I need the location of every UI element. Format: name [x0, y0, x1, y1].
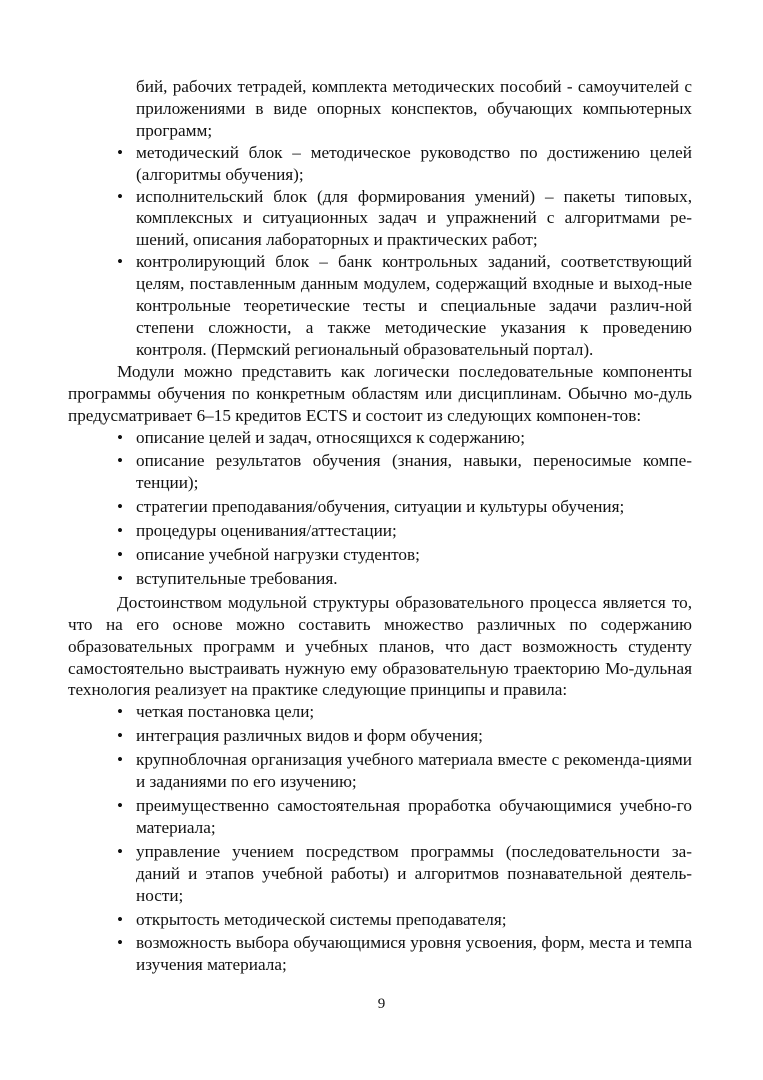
list-item-text: исполнительский блок (для формирования умений) – пакеты типовых, комплексных и ситуационных задач и упражнений с алгоритмами ре-шений, описания лабораторных и практических работ;: [136, 186, 692, 250]
bullet-icon: •: [117, 142, 124, 162]
list-item: [68, 186, 692, 252]
list-item: [68, 520, 692, 542]
bullet-icon: •: [117, 521, 124, 541]
bullet-icon: •: [117, 568, 124, 588]
bullet-icon: •: [117, 841, 124, 861]
list-item: [68, 544, 692, 566]
list-item: [68, 496, 692, 518]
list-item: [68, 909, 692, 931]
list-item-text: стратегии преподавания/обучения, ситуации и культуры обучения;: [136, 497, 625, 517]
continued-paragraph: бий, рабочих тетрадей, комплекта методических пособий - самоучителей с приложениями в виде опорных конспектов, обучающих компьютерных программ;: [136, 77, 692, 140]
bullet-icon: •: [117, 252, 124, 272]
bullet-icon: •: [117, 497, 124, 517]
bullet-icon: •: [117, 726, 124, 746]
list-item: [68, 142, 692, 186]
list-item-text: преимущественно самостоятельная проработка обучающимися учебно-го материала;: [136, 796, 692, 837]
bullet-icon: •: [117, 427, 124, 447]
list-item-text: процедуры оценивания/аттестации;: [136, 521, 397, 541]
list-item: [68, 427, 692, 449]
bullet-icon: •: [117, 933, 124, 953]
list-item-text: контролирующий блок – банк контрольных заданий, соответствующий целям, поставленным данным модулем, содержащий входные и выход-ные контрольные теоретические тесты и специальные задачи различ-ной степени сложности, а также методические указания к проведению контроля. (Пермский региональный образовательный портал).: [136, 252, 692, 359]
bullet-icon: •: [117, 545, 124, 565]
list-item-text: методический блок – методическое руководство по достижению целей (алгоритмы обучения);: [136, 142, 692, 184]
page-number: 9: [377, 996, 386, 1012]
list-item: [68, 450, 692, 494]
list-item: [68, 251, 692, 361]
list-item: [68, 932, 692, 976]
bullet-icon: •: [117, 186, 124, 206]
list-item: [68, 725, 692, 747]
list-item-text: возможность выбора обучающимися уровня усвоения, форм, места и темпа изучения материала;: [136, 933, 692, 975]
bullet-icon: •: [117, 796, 124, 815]
list-item-text: крупноблочная организация учебного материала вместе с рекоменда-циями и заданиями по его изучению;: [136, 750, 692, 792]
bullet-icon: •: [117, 451, 124, 471]
list-item-text: описание результатов обучения (знания, навыки, переносимые компе-тенции);: [136, 451, 692, 493]
list-item: [68, 841, 692, 907]
list-item: [68, 568, 692, 590]
body-paragraph: Достоинством модульной структуры образовательного процесса является то, что на его основе можно составить множество различных по содержанию образовательных программ и учебных планов, что даст возможность студенту самостоятельно выстраивать нужную ему образовательную траекторию Мо-дульная технология реализует на практике следующие принципы и правила:: [68, 592, 692, 700]
bullet-icon: •: [117, 909, 124, 929]
list-item-text: описание целей и задач, относящихся к содержанию;: [136, 427, 525, 447]
list-item-text: открытость методической системы преподавателя;: [136, 909, 507, 929]
module-blocks-list: [68, 142, 692, 361]
list-item-text: интеграция различных видов и форм обучения;: [136, 726, 483, 746]
body-paragraph: Модули можно представить как логически последовательные компоненты программы обучения по конкретным областям или дисциплинам. Обычно мо-дуль предусматривает 6–15 кредитов ECTS и состоит из следующих компонен-тов:: [68, 361, 692, 425]
module-components-list: [68, 427, 692, 590]
list-item-text: описание учебной нагрузки студентов;: [136, 545, 420, 565]
bullet-icon: •: [117, 702, 124, 722]
list-item-text: управление учением посредством программы (последовательности за-даний и этапов учебной работы) и алгоритмов познавательной деятель-ности;: [136, 841, 692, 905]
list-item-text: четкая постановка цели;: [136, 702, 315, 722]
list-item: [68, 795, 692, 839]
document-page: [68, 76, 692, 978]
list-item-text: вступительные требования.: [136, 568, 338, 588]
principles-list: [68, 701, 692, 976]
list-item: [68, 701, 692, 723]
list-item: [68, 749, 692, 793]
bullet-icon: •: [117, 750, 124, 770]
